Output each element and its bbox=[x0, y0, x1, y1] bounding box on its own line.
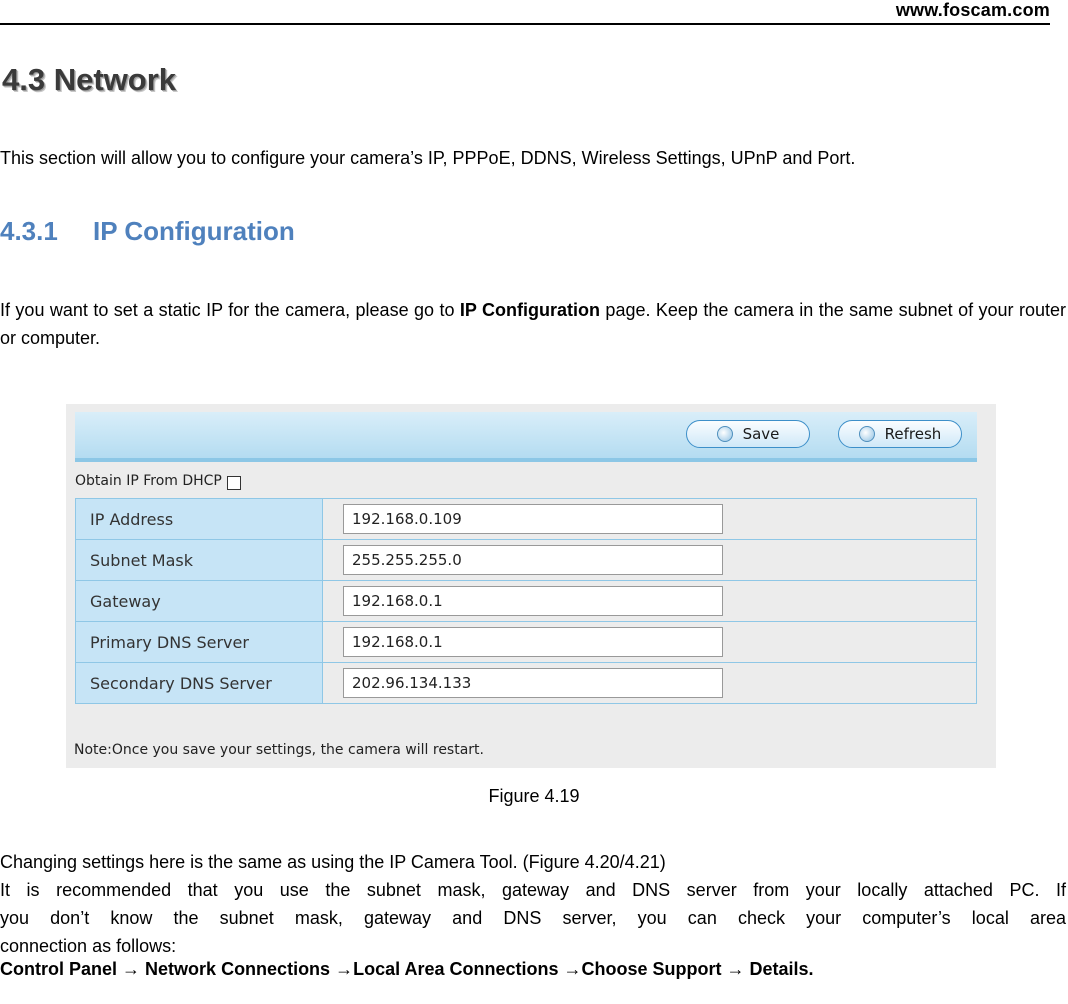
refresh-icon bbox=[859, 426, 875, 442]
save-label: Save bbox=[742, 425, 780, 443]
path-step-details: Details. bbox=[749, 959, 814, 979]
para3-line-2: It is recommended that you use the subnet mask, gateway and DNS server from your locally attached PC. If bbox=[0, 880, 1066, 900]
header-rule bbox=[0, 23, 1050, 25]
table-row bbox=[76, 622, 977, 663]
secondary-dns-cell bbox=[323, 663, 977, 704]
path-step-control-panel: Control Panel bbox=[0, 959, 118, 979]
header-url: www.foscam.com bbox=[895, 0, 1050, 20]
subsection-number: 4.3.1 bbox=[0, 216, 58, 246]
primary-dns-label: Primary DNS Server bbox=[76, 622, 323, 663]
subnet-mask-input[interactable] bbox=[343, 545, 723, 575]
para2-before: If you want to set a static IP for the camera, please go to bbox=[0, 300, 460, 320]
secondary-dns-label: Secondary DNS Server bbox=[76, 663, 323, 704]
arrow-icon: → bbox=[726, 959, 745, 979]
save-icon bbox=[717, 426, 733, 442]
toolbar bbox=[75, 412, 977, 462]
dhcp-label: Obtain IP From DHCP bbox=[75, 473, 222, 489]
refresh-button[interactable] bbox=[838, 420, 962, 448]
subnet-mask-cell bbox=[323, 540, 977, 581]
ip-config-paragraph bbox=[0, 296, 1066, 352]
gateway-input[interactable] bbox=[343, 586, 723, 616]
para3-line-4: connection as follows: bbox=[0, 936, 177, 956]
navigation-path bbox=[0, 955, 1066, 983]
path-step-network-connections: Network Connections bbox=[145, 959, 331, 979]
ip-config-figure bbox=[66, 404, 996, 768]
primary-dns-cell bbox=[323, 622, 977, 663]
path-step-local-area-connections: Local Area Connections bbox=[353, 959, 559, 979]
gateway-cell bbox=[323, 581, 977, 622]
refresh-label: Refresh bbox=[884, 425, 942, 443]
ip-address-cell bbox=[323, 499, 977, 540]
instructions-paragraph bbox=[0, 848, 1066, 960]
primary-dns-input[interactable] bbox=[343, 627, 723, 657]
para3-line-3: you don’t know the subnet mask, gateway and DNS server, you can check your computer’s local area bbox=[0, 908, 1066, 928]
arrow-icon: → bbox=[563, 959, 582, 979]
table-row bbox=[76, 663, 977, 704]
para2-after: page. Keep the camera in the same subnet of your router or computer. bbox=[0, 300, 1066, 348]
gateway-label: Gateway bbox=[76, 581, 323, 622]
para3-line-1: Changing settings here is the same as using the IP Camera Tool. (Figure 4.20/4.21) bbox=[0, 852, 666, 872]
section-title: 4.3 Network bbox=[2, 62, 177, 97]
arrow-icon: → bbox=[122, 959, 141, 979]
dhcp-checkbox[interactable] bbox=[227, 476, 241, 490]
path-step-choose-support: Choose Support bbox=[581, 959, 722, 979]
figure-caption: Figure 4.19 bbox=[488, 786, 580, 806]
restart-note: Note:Once you save your settings, the camera will restart. bbox=[74, 742, 484, 758]
dhcp-option bbox=[75, 472, 241, 490]
subnet-mask-label: Subnet Mask bbox=[76, 540, 323, 581]
save-button[interactable] bbox=[686, 420, 810, 448]
ip-settings-table bbox=[75, 498, 977, 704]
subsection-label: IP Configuration bbox=[93, 216, 295, 246]
para2-bold: IP Configuration bbox=[459, 300, 600, 320]
table-row bbox=[76, 581, 977, 622]
secondary-dns-input[interactable] bbox=[343, 668, 723, 698]
arrow-icon: → bbox=[335, 959, 354, 979]
table-row bbox=[76, 499, 977, 540]
table-row bbox=[76, 540, 977, 581]
section-intro: This section will allow you to configure your camera’s IP, PPPoE, DDNS, Wireless Settings, UPnP and Port. bbox=[0, 148, 856, 168]
subsection-title bbox=[0, 216, 295, 247]
ip-address-label: IP Address bbox=[76, 499, 323, 540]
ip-address-input[interactable] bbox=[343, 504, 723, 534]
